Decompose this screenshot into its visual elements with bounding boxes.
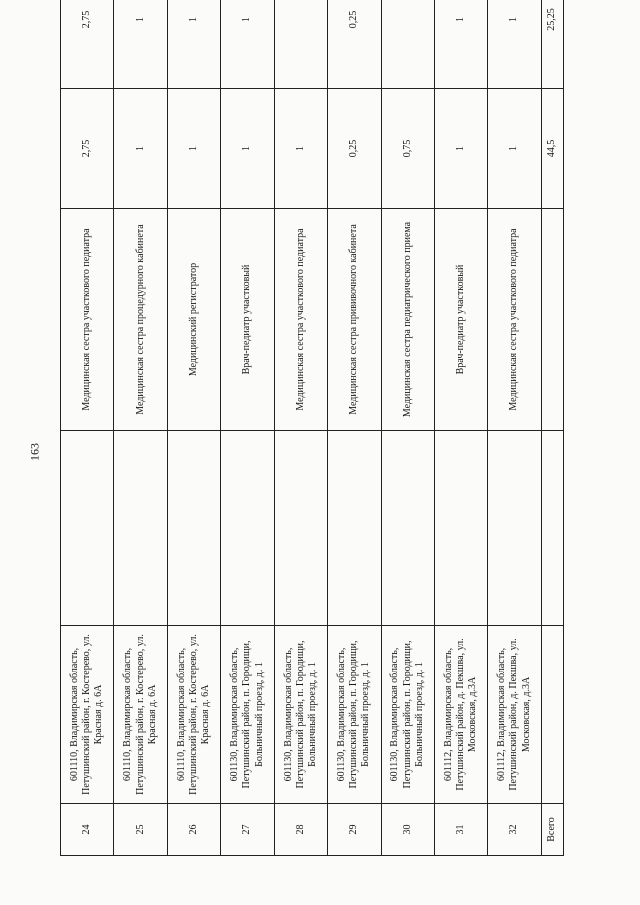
address-cell: 601130, Владимирская область, Петушинский район, п. Городищи, Больничный проезд, д. 1 [328, 626, 381, 804]
value1-cell: 1 [274, 89, 327, 209]
table-row [274, 0, 327, 856]
value2-cell: 1 [114, 0, 167, 89]
row-number-cell: 31 [434, 804, 487, 856]
position-cell: Медицинская сестра участкового педиатра [274, 209, 327, 431]
value2-cell: 1 [488, 0, 541, 89]
row-number-cell: 32 [488, 804, 541, 856]
row-number-cell: 25 [114, 804, 167, 856]
position-cell: Медицинская сестра прививочного кабинета [328, 209, 381, 431]
position-cell: Врач-педиатр участковый [221, 209, 274, 431]
row-number-cell: 30 [381, 804, 434, 856]
table-row [488, 0, 541, 856]
empty-cell [541, 431, 563, 626]
value1-cell: 1 [434, 89, 487, 209]
address-cell: 601110, Владимирская область, Петушинский район, г. Костерево, ул. Красная д. 6А [114, 626, 167, 804]
address-cell: 601130, Владимирская область, Петушинский район, п. Городищи, Больничный проезд, д. 1 [274, 626, 327, 804]
empty-cell [167, 431, 220, 626]
total-label-cell: Всего [541, 804, 563, 856]
address-cell: 601130, Владимирская область, Петушинский район, п. Городищи, Больничный проезд, д. 1 [381, 626, 434, 804]
value1-cell: 1 [221, 89, 274, 209]
total-row [541, 0, 563, 856]
value1-cell: 1 [167, 89, 220, 209]
value2-cell: 1 [434, 0, 487, 89]
table-row [328, 0, 381, 856]
position-cell: Медицинская сестра педиатрического приема [381, 209, 434, 431]
table-row [221, 0, 274, 856]
total-value2-cell: 25,25 [541, 0, 563, 89]
value2-cell: 1 [221, 0, 274, 89]
row-number-cell: 24 [61, 804, 114, 856]
value2-cell: 0,25 [328, 0, 381, 89]
row-number-cell: 26 [167, 804, 220, 856]
position-cell: Врач-педиатр участковый [434, 209, 487, 431]
table-body [61, 0, 564, 856]
empty-cell [114, 431, 167, 626]
table-row [114, 0, 167, 856]
address-cell: 601110, Владимирская область, Петушинский район, г. Костерево, ул. Красная д. 6А [61, 626, 114, 804]
row-number-cell: 29 [328, 804, 381, 856]
empty-cell [488, 431, 541, 626]
value2-cell: 1 [167, 0, 220, 89]
value1-cell: 2,75 [61, 89, 114, 209]
row-number-cell: 28 [274, 804, 327, 856]
value2-cell [381, 0, 434, 89]
staff-table [60, 0, 564, 856]
value1-cell: 1 [114, 89, 167, 209]
empty-cell [381, 431, 434, 626]
value1-cell: 0,25 [328, 89, 381, 209]
position-cell: Медицинская сестра процедурного кабинета [114, 209, 167, 431]
address-cell: 601130, Владимирская область, Петушинский район, п. Городищи, Больничный проезд, д. 1 [221, 626, 274, 804]
table-row [381, 0, 434, 856]
staff-table-rotated [60, 0, 564, 856]
table-row [61, 0, 114, 856]
empty-cell [61, 431, 114, 626]
position-cell: Медицинская сестра участкового педиатра [61, 209, 114, 431]
empty-cell [434, 431, 487, 626]
address-cell: 601112, Владимирская область, Петушинский район, д. Пекшва, ул. Московская, д.3А [434, 626, 487, 804]
empty-cell [221, 431, 274, 626]
empty-cell [541, 626, 563, 804]
address-cell: 601110, Владимирская область, Петушинский район, г. Костерево, ул. Красная д. 6А [167, 626, 220, 804]
total-value1-cell: 44,5 [541, 89, 563, 209]
value1-cell: 0,75 [381, 89, 434, 209]
value1-cell: 1 [488, 89, 541, 209]
value2-cell [274, 0, 327, 89]
empty-cell [274, 431, 327, 626]
row-number-cell: 27 [221, 804, 274, 856]
empty-cell [541, 209, 563, 431]
position-cell: Медицинский регистратор [167, 209, 220, 431]
empty-cell [328, 431, 381, 626]
address-cell: 601112, Владимирская область, Петушинский район, д. Пекшва, ул. Московская, д.3А [488, 626, 541, 804]
value2-cell: 2,75 [61, 0, 114, 89]
table-row [167, 0, 220, 856]
position-cell: Медицинская сестра участкового педиатра [488, 209, 541, 431]
page-number: 163 [27, 443, 42, 461]
table-row [434, 0, 487, 856]
